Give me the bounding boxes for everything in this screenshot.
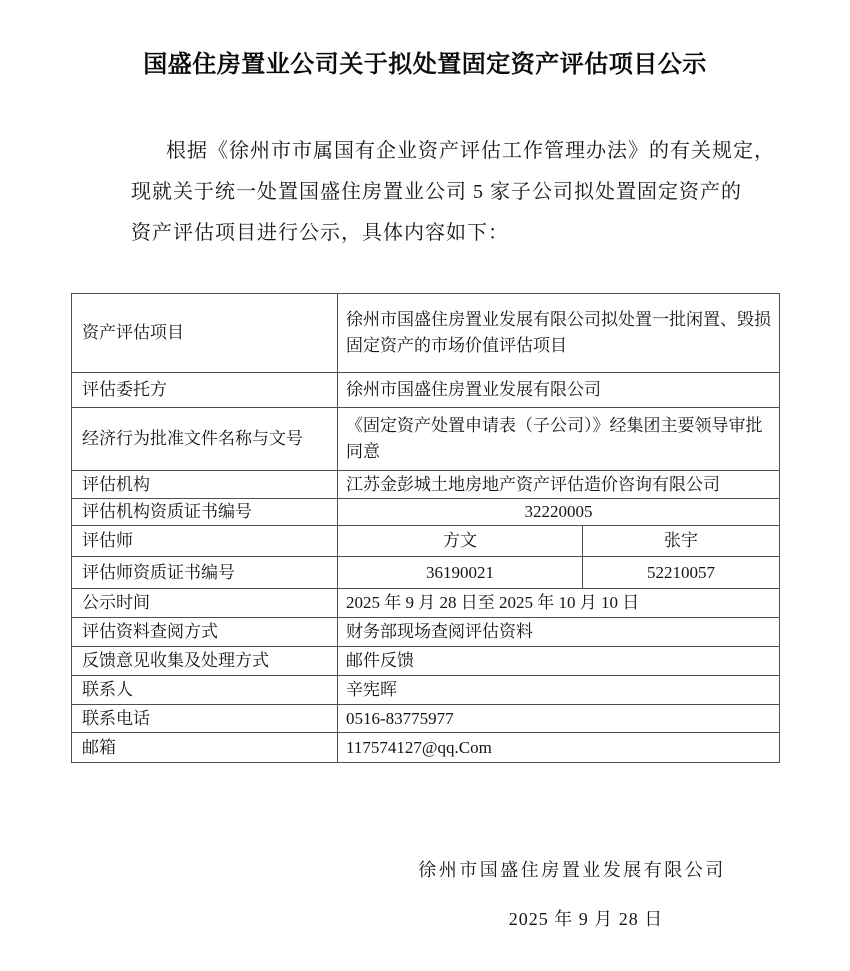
row-value: 江苏金彭城土地房地产资产评估造价咨询有限公司: [338, 471, 780, 499]
row-value: 辛宪晖: [338, 676, 780, 705]
paragraph-line: 现就关于统一处置国盛住房置业公司 5 家子公司拟处置固定资产的: [131, 181, 742, 203]
document-title: 国盛住房置业公司关于拟处置固定资产评估项目公示: [143, 52, 707, 78]
signature-company: 徐州市国盛住房置业发展有限公司: [418, 860, 726, 880]
row-label: 评估资料查阅方式: [72, 618, 338, 647]
row-value: 2025 年 9 月 28 日至 2025 年 10 月 10 日: [338, 589, 780, 618]
row-value-cert-2: 52210057: [583, 557, 780, 589]
row-label: 评估师资质证书编号: [72, 557, 338, 589]
row-value: 财务部现场查阅评估资料: [338, 618, 780, 647]
signature-date: 2025 年 9 月 28 日: [508, 909, 664, 929]
row-label: 评估师: [72, 526, 338, 557]
table-row-appraiser-certs: [72, 557, 780, 589]
table-row-publicity-period: [72, 589, 780, 618]
row-value: 0516-83775977: [338, 705, 780, 733]
table-row-project: [72, 294, 780, 373]
row-label: 经济行为批准文件名称与文号: [72, 408, 338, 471]
row-value: 117574127@qq.Com: [338, 733, 780, 763]
paragraph-line: 根据《徐州市市属国有企业资产评估工作管理办法》的有关规定，: [166, 140, 775, 162]
table-row-email: [72, 733, 780, 763]
row-label: 资产评估项目: [72, 294, 338, 373]
row-label: 反馈意见收集及处理方式: [72, 647, 338, 676]
row-value: 徐州市国盛住房置业发展有限公司: [338, 373, 780, 408]
row-label: 评估机构: [72, 471, 338, 499]
paragraph-line: 资产评估项目进行公示，具体内容如下：: [131, 222, 509, 244]
table-row-appraisers: [72, 526, 780, 557]
row-label: 评估委托方: [72, 373, 338, 408]
table-row-contact-phone: [72, 705, 780, 733]
row-value-appraiser-2: 张宇: [583, 526, 780, 557]
row-value: 徐州市国盛住房置业发展有限公司拟处置一批闲置、毁损固定资产的市场价值评估项目: [338, 294, 780, 373]
row-label: 联系电话: [72, 705, 338, 733]
row-value: 32220005: [338, 499, 780, 526]
row-label: 邮箱: [72, 733, 338, 763]
table-row-contact-person: [72, 676, 780, 705]
table-row-agency: [72, 471, 780, 499]
row-value-appraiser-1: 方文: [338, 526, 583, 557]
row-value: 邮件反馈: [338, 647, 780, 676]
row-label: 联系人: [72, 676, 338, 705]
table-row-client: [72, 373, 780, 408]
row-label: 公示时间: [72, 589, 338, 618]
table-row-feedback-method: [72, 647, 780, 676]
row-label: 评估机构资质证书编号: [72, 499, 338, 526]
table-row-review-method: [72, 618, 780, 647]
table-row-approval-doc: [72, 408, 780, 471]
table-row-agency-cert: [72, 499, 780, 526]
row-value: 《固定资产处置申请表（子公司）》经集团主要领导审批同意: [338, 408, 780, 471]
intro-paragraph: [131, 131, 779, 254]
row-value-cert-1: 36190021: [338, 557, 583, 589]
assessment-info-table: [71, 293, 780, 763]
